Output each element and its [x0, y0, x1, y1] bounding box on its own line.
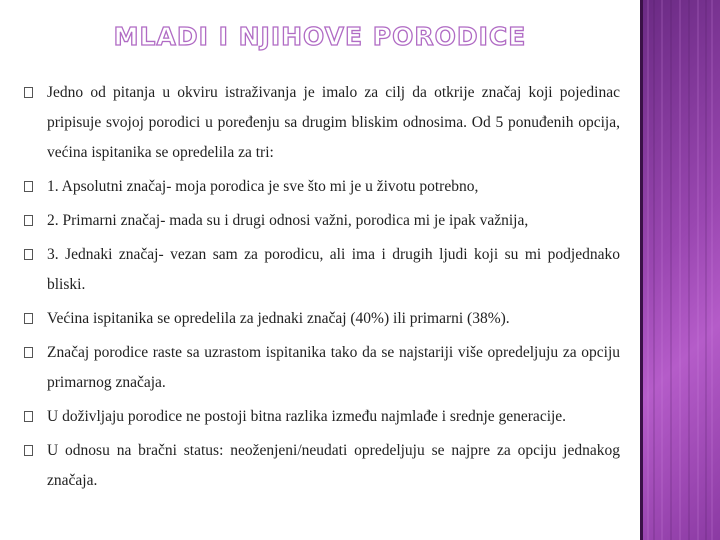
- bullet-text: U odnosu na bračni status: neoženjeni/neudati opredeljuju se najpre za opciju jednakog značaja.: [47, 442, 620, 489]
- bullet-text: 1. Apsolutni značaj- moja porodica je sve što mi je u životu potrebno,: [47, 178, 479, 195]
- square-bullet-icon: [24, 215, 33, 226]
- bullet-text: 2. Primarni značaj- mada su i drugi odnosi važni, porodica mi je ipak važnija,: [47, 212, 529, 229]
- bullet-text: Značaj porodice raste sa uzrastom ispitanika tako da se najstariji više opredeljuju za opciju primarnog značaja.: [47, 344, 620, 391]
- title-container: [0, 22, 640, 51]
- bullet-text: U doživljaju porodice ne postoji bitna razlika između najmlađe i srednje generacije.: [47, 408, 567, 425]
- list-item: [24, 402, 620, 432]
- list-item: [24, 304, 620, 334]
- square-bullet-icon: [24, 347, 33, 358]
- decorative-sidebar: [640, 0, 720, 540]
- square-bullet-icon: [24, 445, 33, 456]
- bullet-text: 3. Jednaki značaj- vezan sam za porodicu, ali ima i drugih ljudi koji su mi podjednako bliski.: [47, 246, 620, 293]
- square-bullet-icon: [24, 313, 33, 324]
- bullet-text: Jedno od pitanja u okviru istraživanja je imalo za cilj da otkrije značaj koji pojedinac pripisuje svojoj porodici u poređenju sa drugim bliskim odnosima. Od 5 ponuđenih opcija, većina ispitanika se opredelila za tri:: [47, 84, 620, 161]
- list-item: [24, 436, 620, 496]
- square-bullet-icon: [24, 249, 33, 260]
- list-item: [24, 240, 620, 300]
- list-item: [24, 206, 620, 236]
- square-bullet-icon: [24, 181, 33, 192]
- bullet-text: Većina ispitanika se opredelila za jednaki značaj (40%) ili primarni (38%).: [47, 310, 510, 327]
- list-item: [24, 338, 620, 398]
- sidebar-stripes: [640, 0, 720, 540]
- sidebar-edge: [640, 0, 643, 540]
- square-bullet-icon: [24, 87, 33, 98]
- list-item: [24, 172, 620, 202]
- square-bullet-icon: [24, 411, 33, 422]
- slide-title: MLADI I NJIHOVE PORODICE: [113, 22, 527, 51]
- list-item: [24, 78, 620, 168]
- bullet-list: [24, 78, 620, 500]
